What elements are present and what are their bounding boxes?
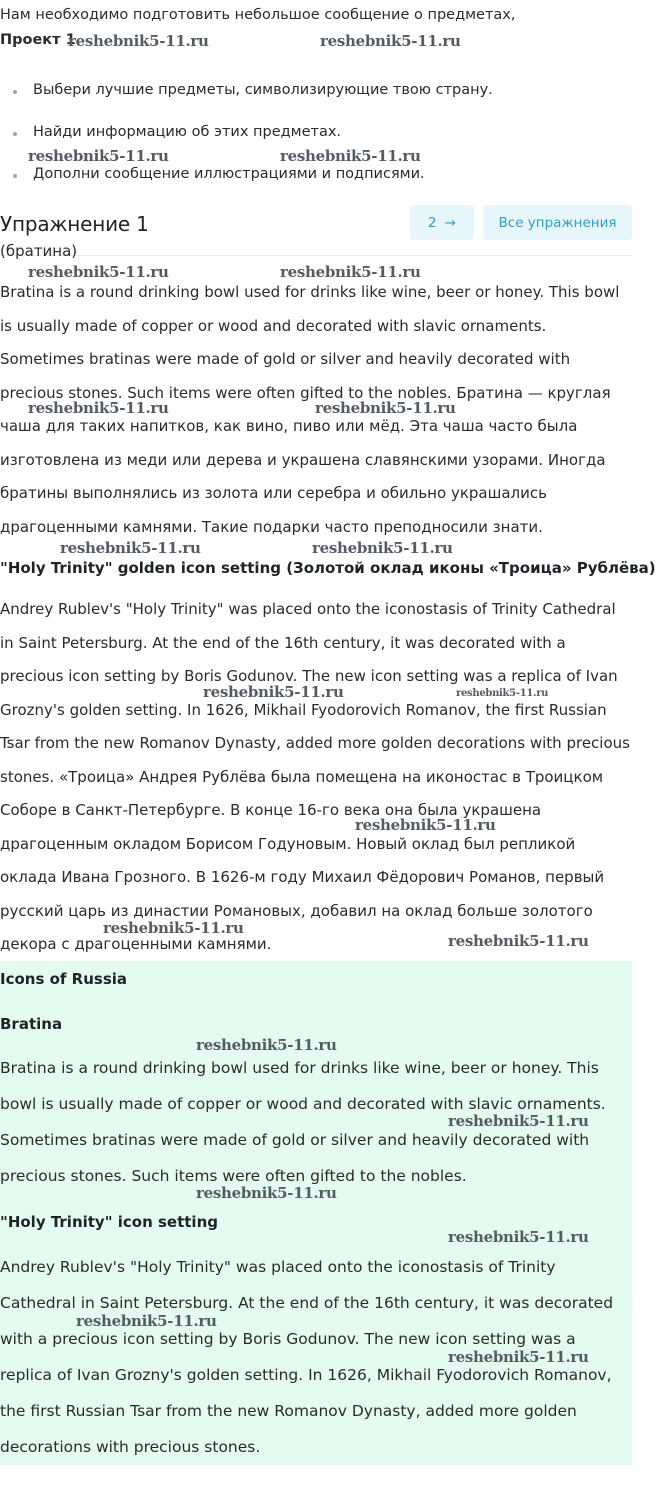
watermark: reshebnik5-11.ru xyxy=(448,1112,589,1130)
list-item xyxy=(16,166,425,182)
next-exercise-button[interactable] xyxy=(410,205,474,240)
watermark: reshebnik5-11.ru xyxy=(448,1348,589,1366)
task-text: Дополни сообщение иллюстрациями и подписями. xyxy=(33,166,425,182)
watermark: reshebnik5-11.ru xyxy=(28,147,169,165)
watermark: reshebnik5-11.ru xyxy=(28,399,169,417)
watermark: reshebnik5-11.ru xyxy=(203,683,344,701)
watermark: reshebnik5-11.ru xyxy=(196,1036,337,1054)
watermark: reshebnik5-11.ru xyxy=(28,263,169,281)
answer-bratina-heading: Bratina xyxy=(0,1015,63,1033)
answer-trinity-text: Andrey Rublev's "Holy Trinity" was placed onto the iconostasis of Trinity Cathedral in Saint Petersburg. At the end of the 16th century, it was decorated with a precious icon setting by Boris Godunov. The new icon setting was a replica of Ivan Grozny's golden setting. In 1626, Mikhail Fyodorovich Romanov, the first Russian Tsar from the new Romanov Dynasty, added more golden decorations with precious stones. xyxy=(0,1258,614,1456)
watermark: reshebnik5-11.ru xyxy=(60,539,201,557)
arrow-right-icon: → xyxy=(444,214,456,231)
trinity-heading: "Holy Trinity" golden icon setting (Золотой оклад иконы «Троица» Рублёва) xyxy=(0,559,656,577)
clipped-text xyxy=(0,242,632,260)
list-item xyxy=(16,82,493,98)
exercise-title: Упражнение 1 xyxy=(0,212,149,236)
watermark: reshebnik5-11.ru xyxy=(280,147,421,165)
watermark: reshebnik5-11.ru xyxy=(456,688,549,699)
next-exercise-label: 2 xyxy=(428,214,437,231)
trinity-paragraph: Andrey Rublev's "Holy Trinity" was placed onto the iconostasis of Trinity Cathedral in Saint Petersburg. At the end of the 16th century, it was decorated with a precious icon setting by Boris Godunov. The new icon setting was a replica of Ivan Grozny's golden setting. In 1626, Mikhail Fyodorovich Romanov, the first Russian Tsar from the new Romanov Dynasty, added more golden decorations with precious stones. «Троица» Андрея Рублёва была помещена на иконостас в Троицком Соборе в Санкт-Петербурге. В конце 16-го века она была украшена драгоценным окладом Борисом Годуновым. Новый оклад был репликой оклада Ивана Грозного. В 1626-м году Михаил Фёдорович Романов, первый русский царь из династии Романовых, добавил на оклад больше золотого декора с драгоценными камнями. xyxy=(0,600,630,953)
all-exercises-button[interactable]: Все упражнения xyxy=(483,205,632,240)
watermark: reshebnik5-11.ru xyxy=(320,32,461,50)
exercise-header xyxy=(0,200,632,256)
watermark: reshebnik5-11.ru xyxy=(448,1228,589,1246)
task-text: Выбери лучшие предметы, символизирующие твою страну. xyxy=(33,82,493,98)
watermark: reshebnik5-11.ru xyxy=(196,1184,337,1202)
watermark: reshebnik5-11.ru xyxy=(315,399,456,417)
watermark: reshebnik5-11.ru xyxy=(68,32,209,50)
watermark: reshebnik5-11.ru xyxy=(103,919,244,937)
bratina-paragraph: Bratina is a round drinking bowl used for drinks like wine, beer or honey. This bowl is usually made of copper or wood and decorated with slavic ornaments. Sometimes bratinas were made of gold or silver and heavily decorated with precious stones. Such items were often gifted to the nobles. Братина — круглая чаша для таких напитков, как вино, пиво или мёд. Эта чаша часто была изготовлена из меди или дерева и украшена славянскими узорами. Иногда братины выполнялись из золота или серебра и обильно украшались драгоценными камнями. Такие подарки часто преподносили знати. xyxy=(0,283,620,536)
answer-trinity-heading: "Holy Trinity" icon setting xyxy=(0,1213,218,1231)
answer-title: Icons of Russia xyxy=(0,970,128,988)
intro-text: Нам необходимо подготовить небольшое сообщение о предметах, xyxy=(0,7,516,23)
answer-bratina-text: Bratina is a round drinking bowl used for drinks like wine, beer or honey. This bowl is usually made of copper or wood and decorated with slavic ornaments. Sometimes bratinas were made of gold or silver and heavily decorated with precious stones. Such items were often gifted to the nobles. xyxy=(0,1059,606,1185)
task-text: Найди информацию об этих предметах. xyxy=(33,124,342,140)
list-item xyxy=(16,124,341,140)
project-title: Проект 1 xyxy=(0,32,76,48)
watermark: reshebnik5-11.ru xyxy=(312,539,453,557)
watermark: reshebnik5-11.ru xyxy=(280,263,421,281)
watermark: reshebnik5-11.ru xyxy=(76,1312,217,1330)
watermark: reshebnik5-11.ru xyxy=(355,816,496,834)
watermark: reshebnik5-11.ru xyxy=(448,932,589,950)
clipped-text-label: (братина) xyxy=(0,242,78,260)
